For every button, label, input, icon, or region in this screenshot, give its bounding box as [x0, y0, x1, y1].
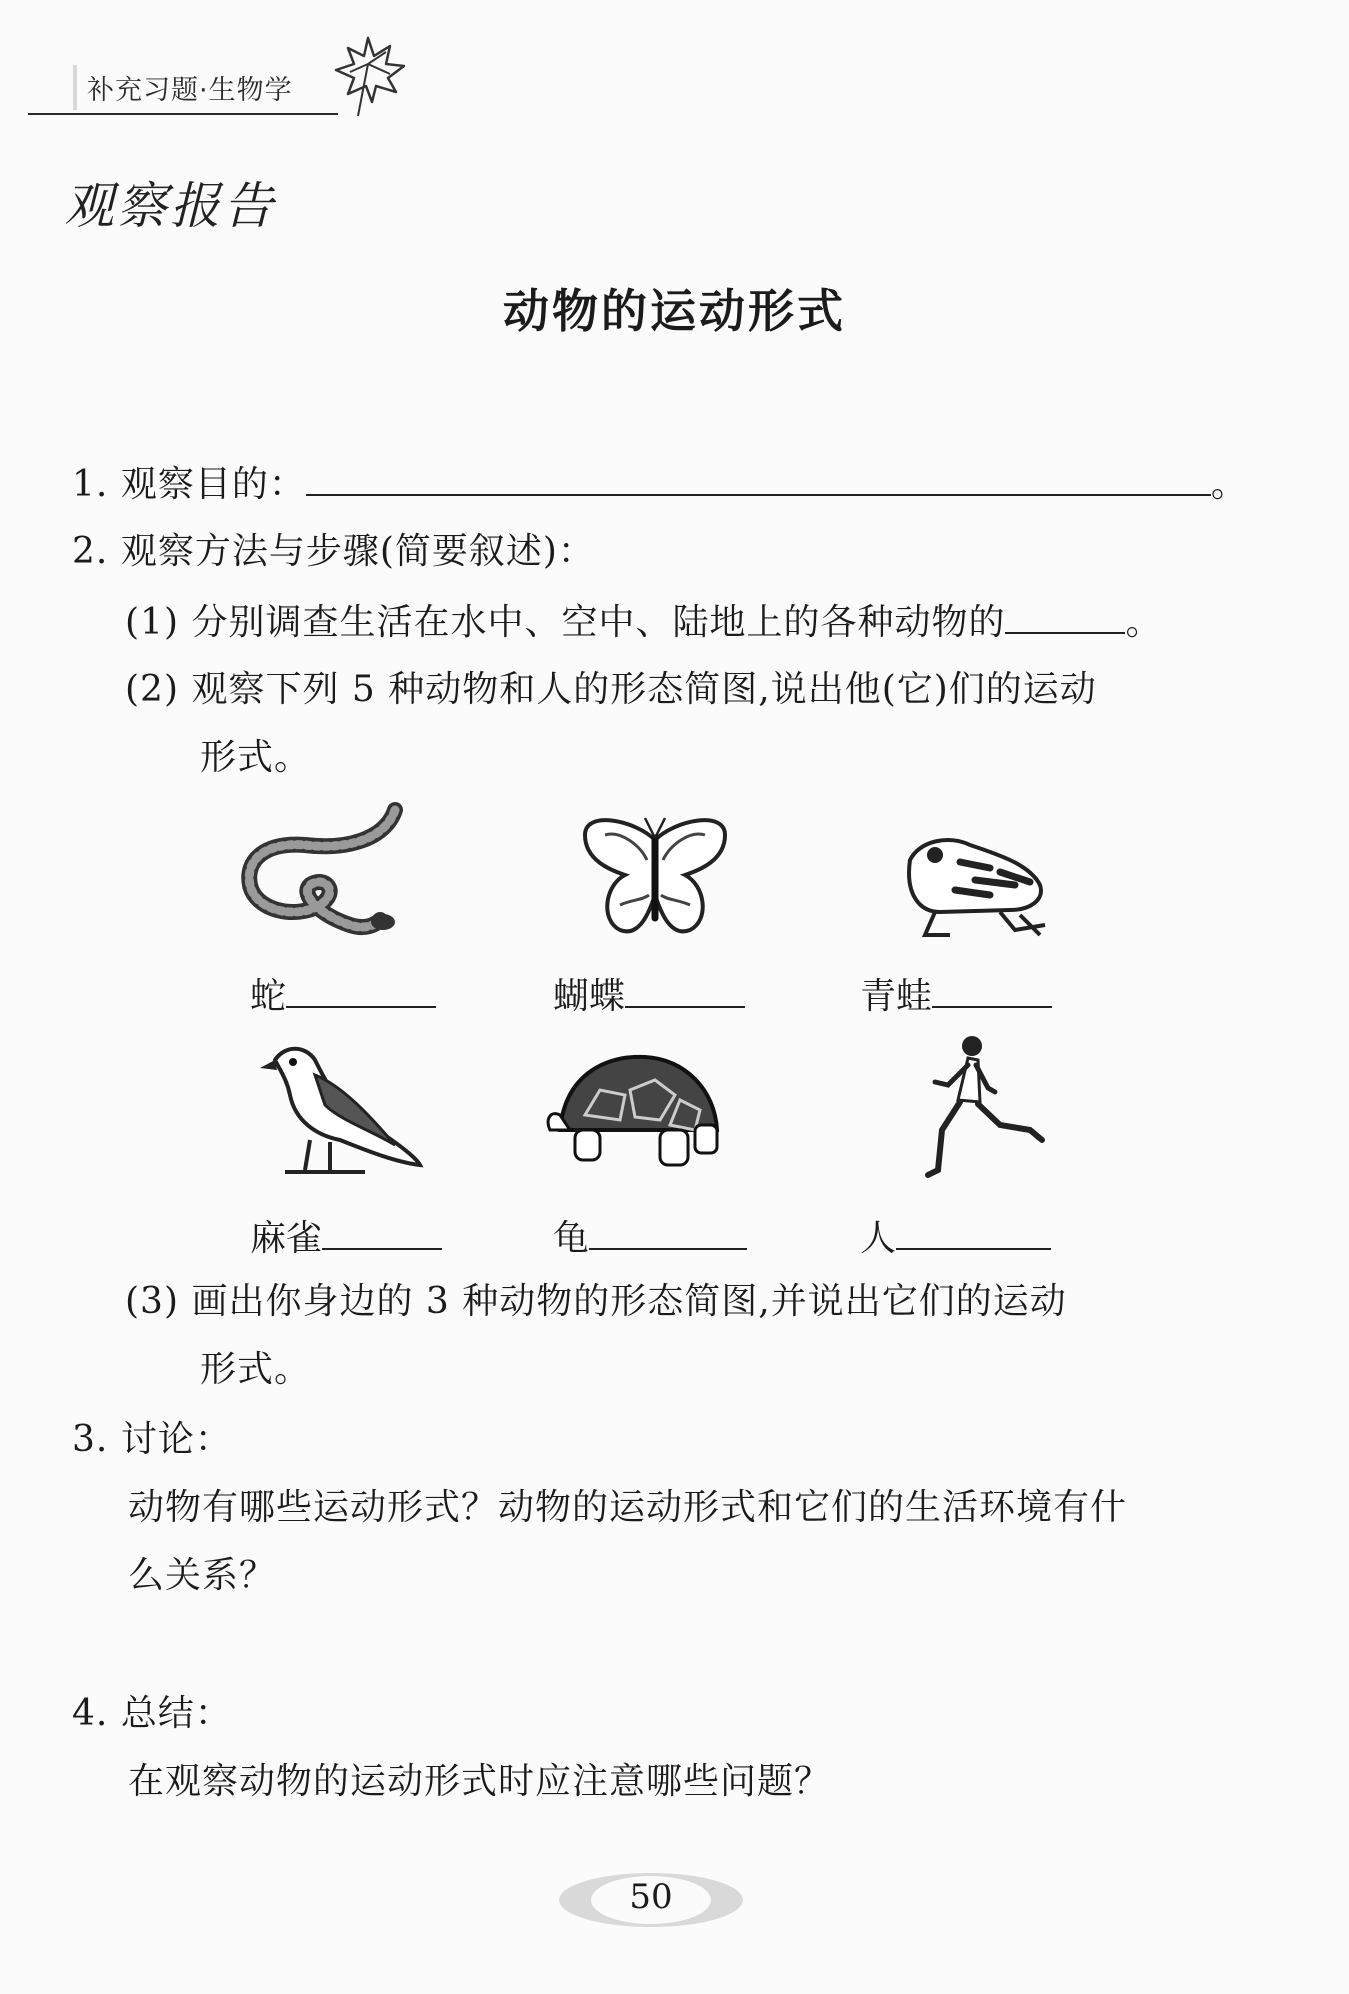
question-3-text: 动物有哪些运动形式？动物的运动形式和它们的生活环境有什 [128, 1487, 1128, 1528]
animal-label-snake: 蛇 [250, 968, 436, 1019]
question-2-3-cont: 形式。 [200, 1349, 312, 1390]
question-2-2-cont: 形式。 [200, 737, 312, 778]
page-number: 50 [629, 1877, 673, 1917]
answer-blank[interactable] [286, 972, 436, 1008]
question-2-2: (2) 观察下列 5 种动物和人的形态简图,说出他(它)们的运动 [125, 669, 1097, 710]
frog-icon [880, 800, 1060, 960]
butterfly-icon [565, 800, 745, 960]
answer-blank[interactable] [589, 1214, 747, 1250]
question-4-text: 在观察动物的运动形式时应注意哪些问题？ [128, 1761, 832, 1802]
runner-icon [880, 1030, 1060, 1190]
question-4: 4. 总结： [72, 1693, 232, 1734]
question-3: 3. 讨论： [72, 1419, 232, 1460]
answer-blank[interactable] [625, 972, 745, 1008]
question-3-text-cont: 么关系？ [128, 1555, 277, 1596]
animal-label-frog: 青蛙 [860, 968, 1052, 1019]
maple-leaf-icon [328, 30, 408, 120]
sparrow-icon [245, 1030, 425, 1190]
running-header: 补充习题·生物学 [87, 75, 293, 106]
section-title: 观察报告 [64, 177, 276, 235]
question-1: 1. 观察目的： 。 [72, 460, 1248, 509]
answer-blank[interactable] [306, 460, 1211, 496]
snake-icon [225, 800, 405, 960]
animal-label-sparrow: 麻雀 [250, 1210, 442, 1261]
answer-blank[interactable] [932, 972, 1052, 1008]
animal-label-person: 人 [860, 1210, 1051, 1261]
main-title: 动物的运动形式 [503, 284, 846, 338]
header-rule [28, 113, 338, 115]
turtle-icon [545, 1035, 725, 1195]
answer-blank[interactable] [1005, 598, 1125, 634]
question-2-1: (1) 分别调查生活在水中、空中、陆地上的各种动物的 。 [125, 598, 1162, 647]
question-2-3: (3) 画出你身边的 3 种动物的形态简图,并说出它们的运动 [125, 1281, 1067, 1322]
answer-blank[interactable] [322, 1214, 442, 1250]
animal-label-turtle: 龟 [553, 1210, 747, 1261]
answer-blank[interactable] [896, 1214, 1051, 1250]
question-2: 2. 观察方法与步骤(简要叙述)： [72, 531, 595, 572]
header-accent-bar [73, 65, 77, 110]
animal-label-butterfly: 蝴蝶 [553, 968, 745, 1019]
